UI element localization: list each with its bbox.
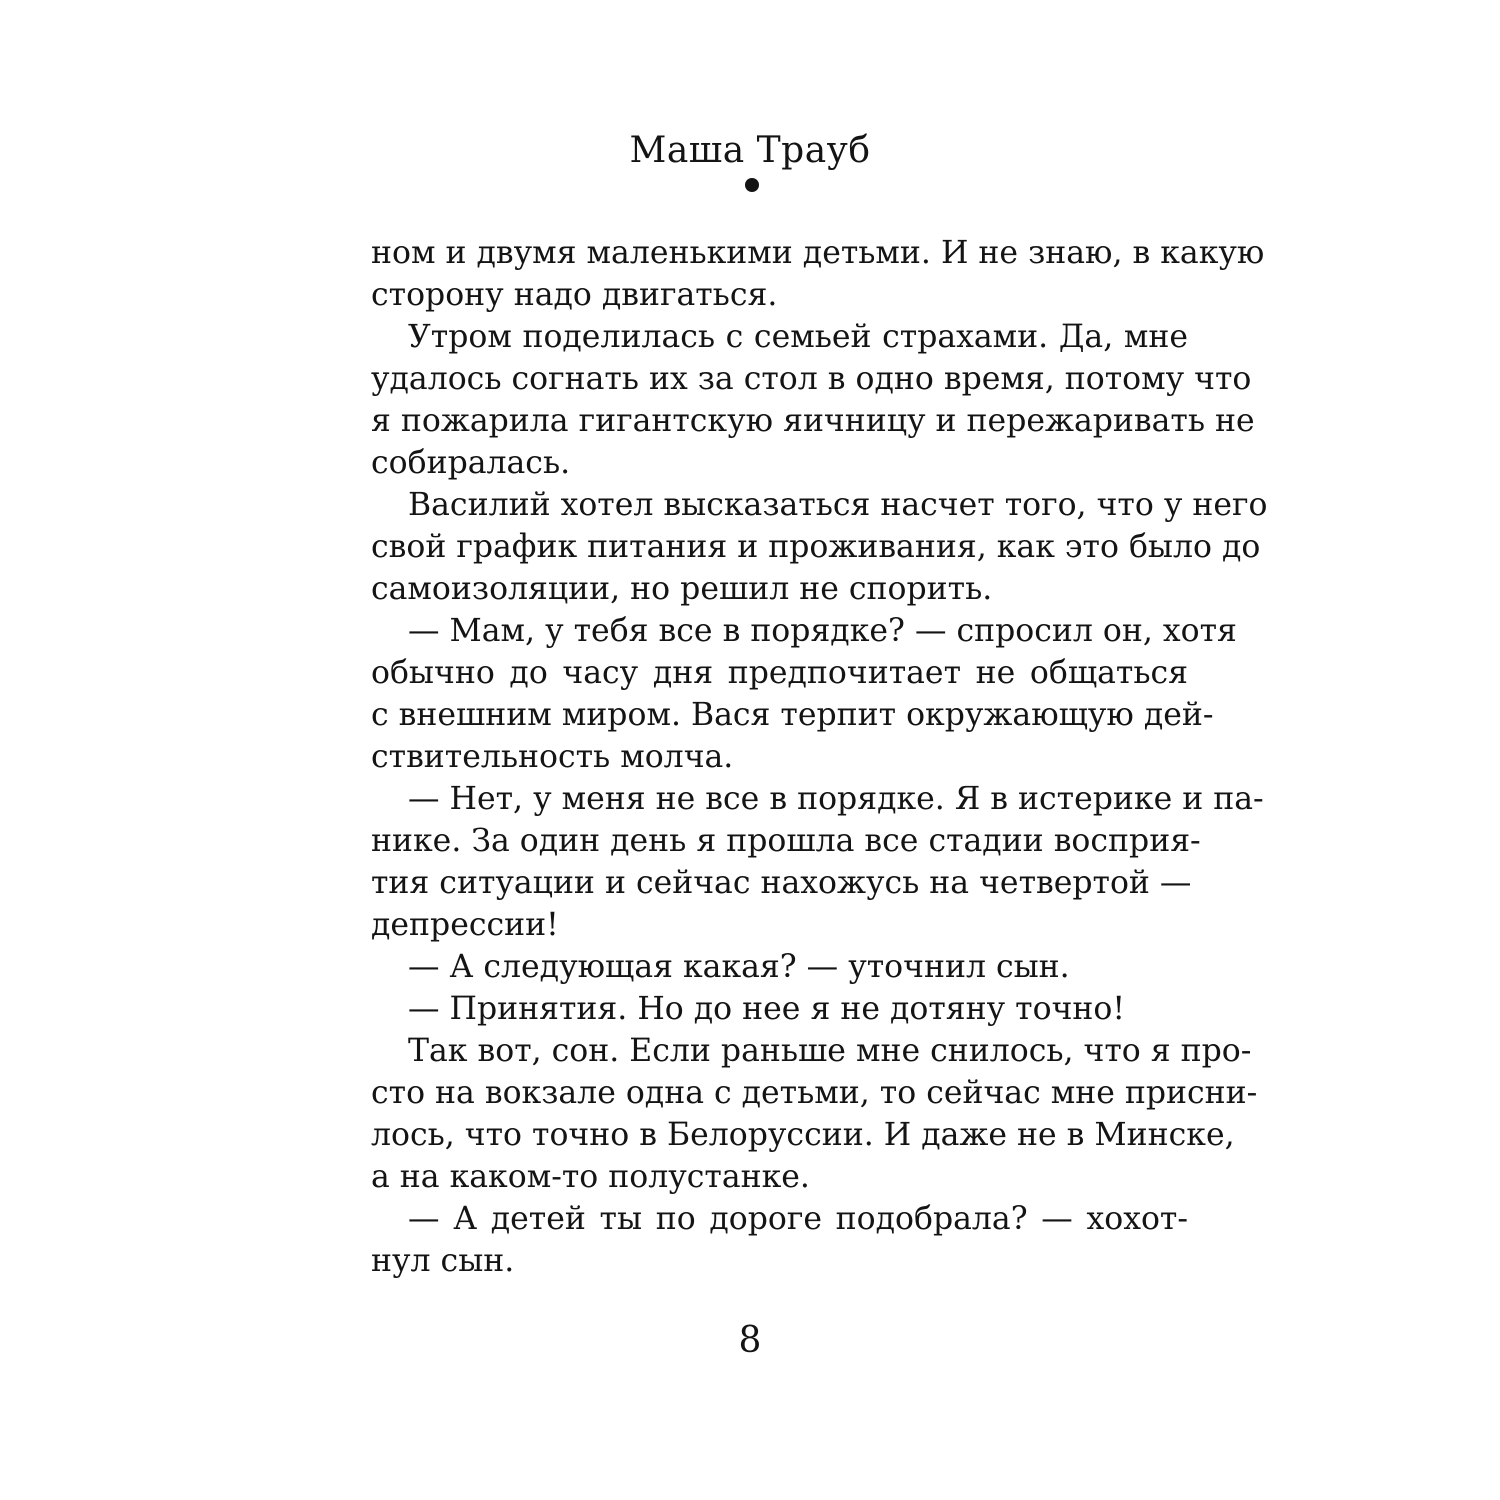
text-line: я пожарила гигантскую яичницу и пережаривать не <box>371 403 1255 439</box>
text-line: ствительность молча. <box>371 739 734 775</box>
text-line: — А детей ты по дороге подобрала? — хохот- <box>408 1201 1188 1237</box>
text-line: — Нет, у меня не все в порядке. Я в истерике и па- <box>408 781 1264 817</box>
text-line: нул сын. <box>371 1243 515 1279</box>
text-line: сто на вокзале одна с детьми, то сейчас мне присни- <box>371 1075 1258 1111</box>
text-line: сторону надо двигаться. <box>371 277 778 313</box>
page-number: 8 <box>738 1320 762 1361</box>
text-line: депрессии! <box>371 907 559 943</box>
body-text <box>371 232 1268 1282</box>
text-line: — Мам, у тебя все в порядке? — спросил он, хотя <box>408 613 1237 649</box>
text-line: — Принятия. Но до нее я не дотяну точно! <box>408 991 1126 1027</box>
text-line: удалось согнать их за стол в одно время, потому что <box>371 361 1252 397</box>
text-line: Василий хотел высказаться насчет того, что у него <box>408 487 1268 523</box>
text-line: нике. За один день я прошла все стадии восприя- <box>371 823 1201 859</box>
text-line: а на каком-то полустанке. <box>371 1159 810 1195</box>
text-line: ном и двумя маленькими детьми. И не знаю, в какую <box>371 235 1265 271</box>
text-line: обычно до часу дня предпочитает не общаться <box>371 655 1188 691</box>
text-line: Так вот, сон. Если раньше мне снилось, что я про- <box>408 1033 1252 1069</box>
text-line: лось, что точно в Белоруссии. И даже не в Минске, <box>371 1117 1235 1153</box>
text-line: с внешним миром. Вася терпит окружающую дей- <box>371 697 1214 733</box>
text-line: собиралась. <box>371 445 571 481</box>
text-line: тия ситуации и сейчас нахожусь на четвертой — <box>371 865 1192 901</box>
text-line: свой график питания и проживания, как это было до <box>371 529 1261 565</box>
text-line: самоизоляции, но решил не спорить. <box>371 571 993 607</box>
running-head-author: Маша Трауб <box>629 130 871 171</box>
text-line: — А следующая какая? — уточнил сын. <box>408 949 1070 985</box>
header-bullet-ornament <box>745 178 759 192</box>
text-line: Утром поделилась с семьей страхами. Да, мне <box>408 319 1188 355</box>
